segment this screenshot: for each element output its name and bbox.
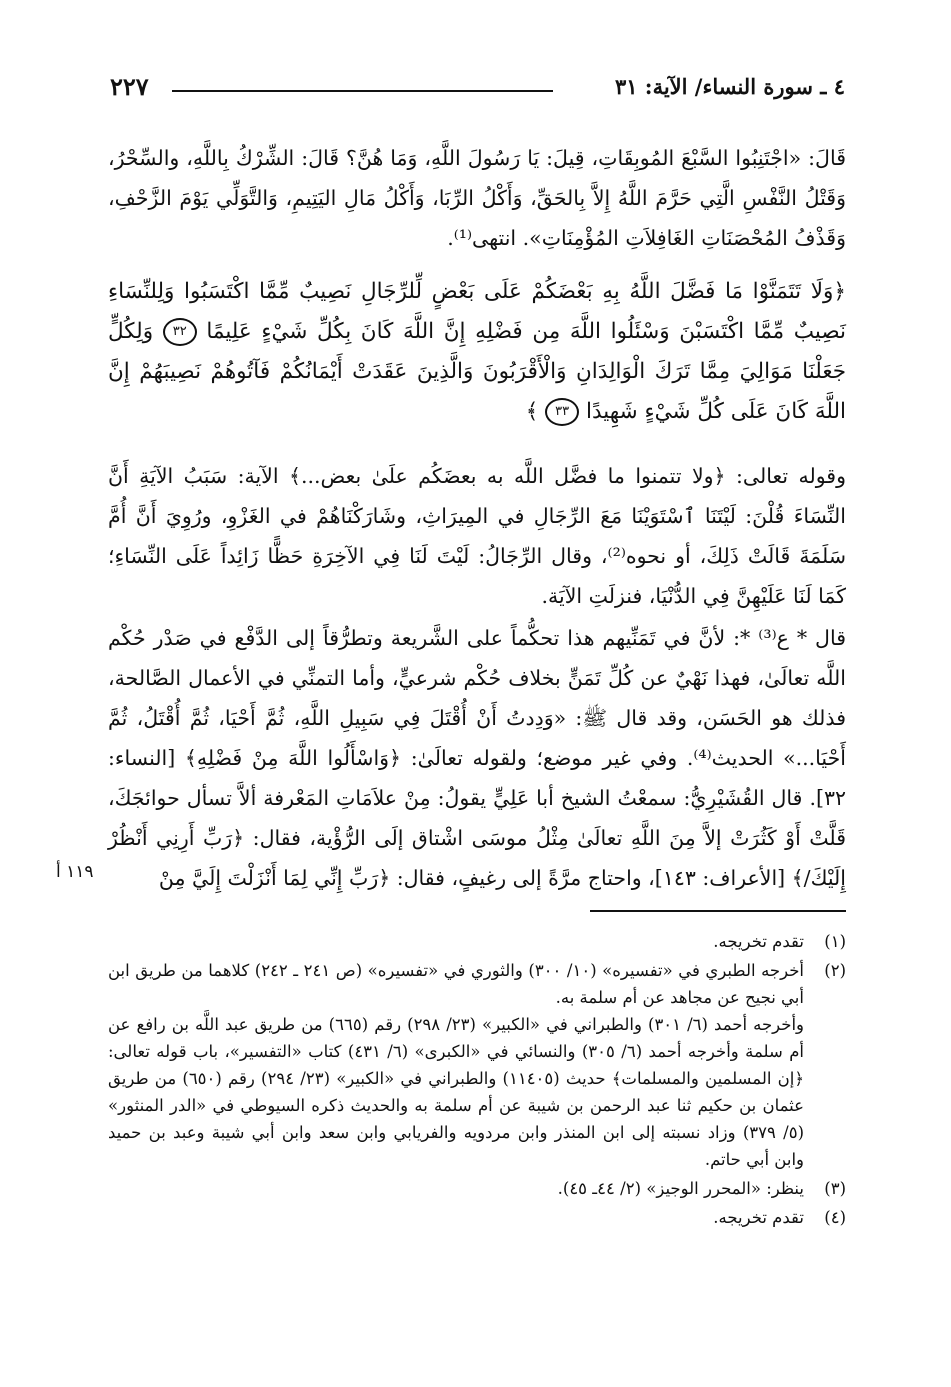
paragraph-text: قال * ع⁽³⁾ *: لأنَّ في تَمَنِّيهم هذا تحكُّماً على الشَّريعة وتطرُّقاً إلى الدَّفْع في صَدْر حُكْم اللَّه تعالَىٰ، فهذا نَهْيٌ عن كُلِّ تَمَنٍّ بخلاف حُكْم شرعيٍّ، وأما التمنِّي في الأعمال الصَّالحة، فذلك هو الحَسَن، وقد قال ﷺ: «وَدِدتُ أَنْ أُقْتَلَ فِي سَبِيلِ اللَّهِ، ثُمَّ أَحْيَا، ثُمَّ أُقْتَلُ، ثُمَّ أَحْيَا...» الحديث⁽⁴⁾. وفي غير موضع؛ ولقوله تعالَىٰ: ﴿وَاسْأَلُوا اللَّهَ مِنْ فَضْلِهِ﴾ [النساء: ٣٢]. قال القُشَيْرِيُّ: سمعْتُ الشيخ أبا عَلِيٍّ يقولُ: مِنْ علاَمَاتِ المَعْرفة ألاَّ تسأل حوائجَكَ، قَلَّتْ أَوْ كَثُرَتْ إلاَّ مِنَ اللَّهِ تعالَىٰ مِثْلُ موسَى اشْتاق إلَى الرُّؤْية، فقال: ﴿رَبِّ أَرِنِي أَنْظُرْ إِلَيْكَ/﴾ [الأعراف: ١٤٣]، واحتاج مرَّةً إلى رغيفٍ، فقال: ﴿رَبِّ إِنِّي لِمَا أَنْزَلْتَ إِلَيَّ مِنْ	[108, 626, 846, 890]
verse-33-text: وَلِكُلٍّ جَعَلْنَا مَوَالِيَ مِمَّا تَرَكَ الْوَالِدَانِ وَالْأَقْرَبُونَ وَالَّذِينَ عَقَدَتْ أَيْمَانُكُمْ فَآتُوهُمْ نَصِيبَهُمْ إِنَّ اللَّهَ كَانَ عَلَى كُلِّ شَيْءٍ شَهِيدًا	[108, 319, 846, 424]
footnote-number: (٤)	[824, 1208, 846, 1227]
footnote-line: تقدم تخريجه.	[713, 1208, 804, 1227]
running-title: ٤ ـ سورة النساء/ الآية: ٣١	[614, 74, 845, 99]
footnote-line: تقدم تخريجه.	[713, 932, 804, 951]
ayah-number-marker: ٣٣	[545, 398, 579, 426]
paragraph-text: وقوله تعالى: ﴿ولا تتمنوا ما فضَّل اللَّه به بعضَكُم علَىٰ بعض...﴾ الآية: سَبَبُ الآيَةِ أَنَّ النِّسَاءَ قُلْنَ: لَيْتَنَا ٱسْتَوَيْنَا مَعَ الرِّجَالِ في المِيرَاثِ، وشَارَكْنَاهُمْ في الغَزْوِ، ورُوِيَ أَنَّ أُمَّ سَلَمَةَ قَالَتْ ذَلِكَ، أو نحوه⁽²⁾، وقال الرِّجَالُ: لَيْتَ لَنَا فِي الآخِرَةِ حَظًّا زَائِداً عَلَى النِّسَاءِ؛ كَمَا لَنَا عَلَيْهِنَّ فِي الدُّنْيَا، فنزلَتِ الآيَة.	[108, 464, 846, 608]
footnote-text	[108, 1204, 804, 1231]
quran-verses	[108, 272, 846, 432]
footnote-number: (٣)	[824, 1179, 846, 1198]
verse-close-bracket: ﴾	[525, 399, 539, 424]
ayah-number-marker: ٣٢	[163, 318, 197, 346]
paragraph-commentary	[108, 456, 846, 616]
footnote-text	[108, 1175, 804, 1202]
page-header	[110, 72, 845, 108]
footnote-number: (٢)	[824, 961, 846, 980]
manuscript-folio-note: ١١٩ أ	[56, 862, 94, 882]
footnotes	[108, 928, 846, 1233]
footnote-separator	[590, 910, 846, 912]
verse-32-text: ﴿وَلَا تَتَمَنَّوْا مَا فَضَّلَ اللَّهُ بِهِ بَعْضَكُمْ عَلَى بَعْضٍ لِّلرِّجَالِ نَصِيبٌ مِّمَّا اكْتَسَبُوا وَلِلنِّسَاءِ نَصِيبٌ مِّمَّا اكْتَسَبْنَ وَسْئَلُوا اللَّهَ مِن فَضْلِهِ إِنَّ اللَّهَ كَانَ بِكُلِّ شَيْءٍ عَلِيمًا	[108, 279, 846, 344]
paragraph-commentary-2	[108, 618, 846, 898]
footnote-line: ينظر: «المحرر الوجيز» (٢/ ٤٤ـ ٤٥).	[557, 1179, 804, 1198]
footnote	[108, 957, 846, 1173]
paragraph-text: قَالَ: «اجْتَنِبُوا السَّبْعَ المُوبِقَاتِ، قِيلَ: يَا رَسُولَ اللَّهِ، وَمَا هُنَّ؟ قَالَ: الشِّرْكُ بِاللَّهِ، والسِّحْرُ، وَقَتْلُ النَّفْسِ الَّتِي حَرَّمَ اللَّهُ إِلاَّ بِالحَقِّ، وَأَكْلُ الرِّبَا، وَأَكْلُ مَالِ اليَتِيمِ، وَالتَّوَلِّي يَوْمَ الزَّحْفِ، وَقَذْفُ المُحْصَنَاتِ الغَافِلاَتِ المُؤْمِنَاتِ». انتهى⁽¹⁾.	[108, 146, 846, 250]
footnote	[108, 1175, 846, 1202]
footnote	[108, 928, 846, 955]
header-rule	[172, 90, 553, 92]
footnote-line: أخرجه الطبري في «تفسيره» (١٠/ ٣٠٠) والثوري في «تفسيره» (ص ٢٤١ ـ ٢٤٢) كلاهما من طريق ابن أبي نجيح عن مجاهد عن أم سلمة به.	[108, 961, 805, 1007]
page-number: ٢٢٧	[110, 72, 149, 101]
footnote-text	[108, 928, 804, 955]
footnote	[108, 1204, 846, 1231]
footnote-text	[108, 957, 804, 1173]
footnote-number: (١)	[824, 932, 846, 951]
paragraph-hadith	[108, 138, 846, 258]
verse-text	[108, 272, 846, 432]
footnote-line: وأخرجه أحمد (٦/ ٣٠١) والطبراني في «الكبير» (٢٣/ ٢٩٨) رقم (٦٦٥) من طريق عبد اللَّه بن رافع عن أم سلمة وأخرجه أحمد (٦/ ٣٠٥) والنسائي في «الكبرى» (٦/ ٤٣١) كتاب «التفسير»، باب قوله تعالى: ﴿إن المسلمين والمسلمات﴾ حديث (١١٤٠٥) والطبراني في «الكبير» (٢٣/ ٢٩٤) رقم (٦٥٠) من طريق عثمان بن حكيم ثنا عبد الرحمن بن شيبة عن أم سلمة به والحديث ذكره السيوطي في «الدر المنثور» (٥/ ٣٧٩) وزاد نسبته إلى ابن المنذر وابن مردويه والفريابي وابن سعد وابن أبي شيبة وعبد بن حميد وابن أبي حاتم.	[108, 1015, 805, 1169]
